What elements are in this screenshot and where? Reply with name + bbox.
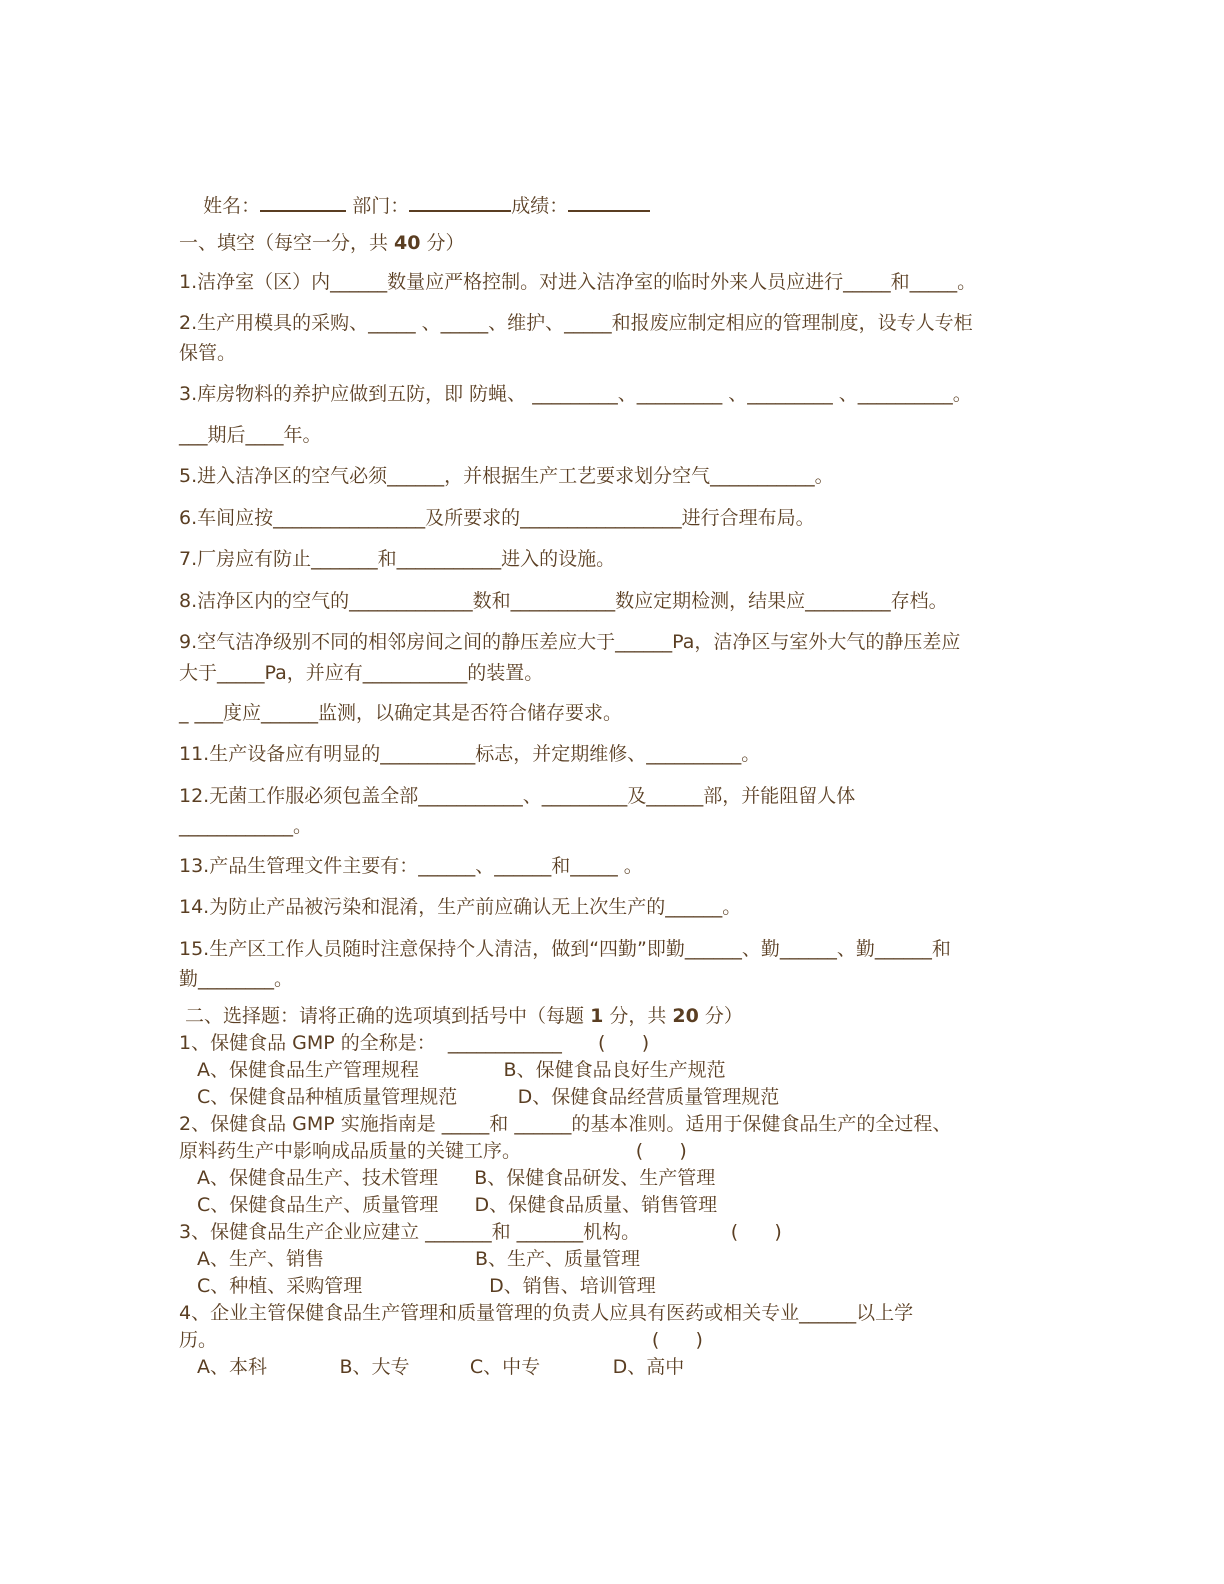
mc-question-4-line1: 4、企业主管保健食品生产管理和质量管理的负责人应具有医药或相关专业______以上学 — [179, 1302, 914, 1324]
name-blank[interactable] — [260, 208, 346, 212]
question-2-line2: 保管。 — [179, 342, 237, 364]
question-13: 13.产品生管理文件主要有：______、______和_____ 。 — [179, 855, 643, 877]
section2-title: 二、选择题：请将正确的选项填到括号中（每题 1 分，共 20 分） — [179, 1005, 743, 1027]
question-2-line1: 2.生产用模具的采购、_____ 、_____、维护、_____和报废应制定相应的管理制度，设专人专柜 — [179, 312, 973, 334]
score-label: 成绩： — [511, 195, 569, 217]
question-6: 6.车间应按________________及所要求的_________________进行合理布局。 — [179, 507, 815, 529]
question-11: 11.生产设备应有明显的__________标志，并定期维修、__________。 — [179, 743, 761, 765]
mc-2-options-ab: A、保健食品生产、技术管理 B、保健食品研发、生产管理 — [197, 1167, 716, 1189]
question-15-line1: 15.生产区工作人员随时注意保持个人清洁，做到“四勤”即勤______、勤______、勤______和 — [179, 938, 951, 960]
header-line — [179, 178, 650, 235]
mc-1-options-cd: C、保健食品种植质量管理规范 D、保健食品经营质量管理规范 — [197, 1086, 780, 1108]
name-label: 姓名： — [203, 195, 261, 217]
mc-question-4-line2: 历。 ( ) — [179, 1329, 703, 1351]
question-14: 14.为防止产品被污染和混淆，生产前应确认无上次生产的______。 — [179, 896, 742, 918]
mc-2-options-cd: C、保健食品生产、质量管理 D、保健食品质量、销售管理 — [197, 1194, 718, 1216]
mc-question-2-line1: 2、保健食品 GMP 实施指南是 _____和 ______的基本准则。适用于保健食品生产的全过程、 — [179, 1113, 952, 1135]
mc-4-options: A、本科 B、大专 C、中专 D、高中 — [197, 1356, 685, 1378]
question-3: 3.库房物料的养护应做到五防，即 防蝇、 _________、_________ 、_________ 、__________。 — [179, 383, 972, 405]
question-15-line2: 勤________。 — [179, 968, 294, 990]
mc-3-options-ab: A、生产、销售 B、生产、质量管理 — [197, 1248, 641, 1270]
dept-blank[interactable] — [409, 208, 511, 212]
score-blank[interactable] — [568, 208, 650, 212]
mc-1-options-ab: A、保健食品生产管理规程 B、保健食品良好生产规范 — [197, 1059, 726, 1081]
section1-title: 一、填空（每空一分，共 40 分） — [179, 232, 465, 254]
question-12-line1: 12.无菌工作服必须包盖全部___________、_________及______部，并能阻留人体 — [179, 785, 856, 807]
mc-question-2-line2: 原料药生产中影响成品质量的关键工序。 ( ) — [179, 1140, 687, 1162]
question-7: 7.厂房应有防止_______和___________进入的设施。 — [179, 548, 616, 570]
question-12-line2: ____________。 — [179, 815, 313, 837]
question-10: _ ___度应______监测，以确定其是否符合储存要求。 — [179, 702, 623, 724]
question-4: ___期后____年。 — [179, 424, 322, 446]
mc-question-1: 1、保健食品 GMP 的全称是： ____________ ( ) — [179, 1032, 650, 1054]
question-9-line2: 大于_____Pa，并应有___________的装置。 — [179, 662, 544, 684]
question-1: 1.洁净室（区）内______数量应严格控制。对进入洁净室的临时外来人员应进行_____和_____。 — [179, 271, 977, 293]
question-8: 8.洁净区内的空气的_____________数和___________数应定期检测，结果应_________存档。 — [179, 590, 948, 612]
question-5: 5.进入洁净区的空气必须______，并根据生产工艺要求划分空气___________。 — [179, 465, 834, 487]
question-9-line1: 9.空气洁净级别不同的相邻房间之间的静压差应大于______Pa，洁净区与室外大气的静压差应 — [179, 631, 961, 653]
mc-question-3: 3、保健食品生产企业应建立 _______和 _______机构。 ( ) — [179, 1221, 782, 1243]
dept-label: 部门： — [352, 195, 410, 217]
mc-3-options-cd: C、种植、采购管理 D、销售、培训管理 — [197, 1275, 656, 1297]
